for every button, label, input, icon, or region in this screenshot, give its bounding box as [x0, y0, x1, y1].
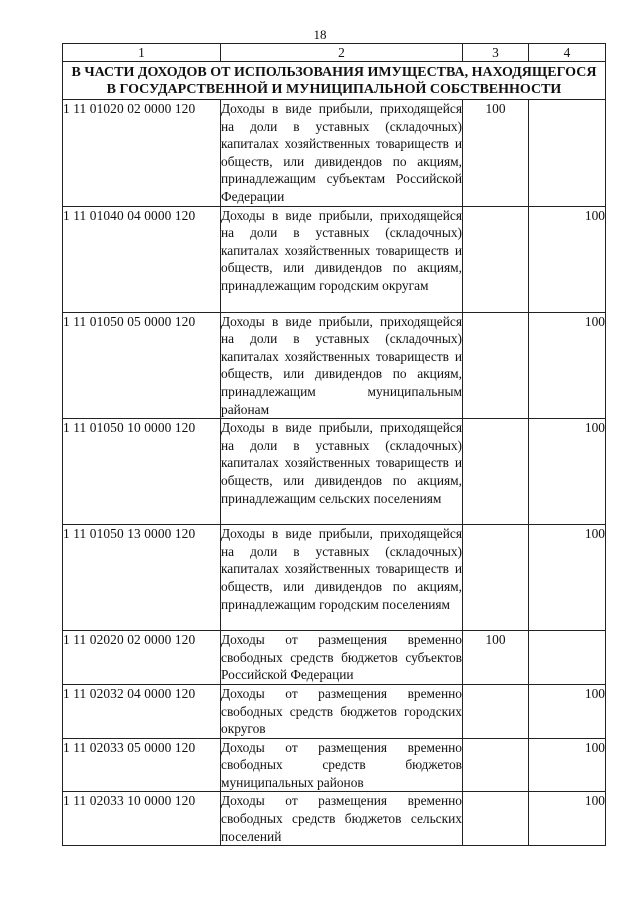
value-column-4: 100: [529, 738, 606, 792]
revenue-description: Доходы от размещения временно свободных средств бюджетов муниципальных районов: [221, 738, 463, 792]
value-column-4: [529, 100, 606, 207]
revenue-description: Доходы в виде прибыли, приходящейся на доли в уставных (складочных) капиталах хозяйственных товариществ и обществ, или дивидендов по акциям, принадлежащим муниципальным районам: [221, 312, 463, 419]
budget-code: 1 11 02032 04 0000 120: [63, 684, 221, 738]
budget-code: 1 11 02033 10 0000 120: [63, 792, 221, 846]
value-column-4: 100: [529, 419, 606, 525]
revenue-description: Доходы от размещения временно свободных средств бюджетов субъектов Российской Федерации: [221, 631, 463, 685]
budget-code: 1 11 01040 04 0000 120: [63, 206, 221, 312]
value-column-4: 100: [529, 792, 606, 846]
table-row: [63, 100, 606, 207]
value-column-3: [463, 525, 529, 631]
section-heading-row: [63, 62, 606, 100]
revenue-description: Доходы в виде прибыли, приходящейся на доли в уставных (складочных) капиталах хозяйственных товариществ и обществ, или дивидендов по акциям, принадлежащим субъектам Российской Федерации: [221, 100, 463, 207]
table-row: [63, 792, 606, 846]
column-header-1: 1: [63, 44, 221, 62]
budget-code: 1 11 02033 05 0000 120: [63, 738, 221, 792]
value-column-3: [463, 738, 529, 792]
budget-code: 1 11 02020 02 0000 120: [63, 631, 221, 685]
revenue-description: Доходы от размещения временно свободных средств бюджетов сельских поселений: [221, 792, 463, 846]
column-header-4: 4: [529, 44, 606, 62]
section-title: В ЧАСТИ ДОХОДОВ ОТ ИСПОЛЬЗОВАНИЯ ИМУЩЕСТВА, НАХОДЯЩЕГОСЯ В ГОСУДАРСТВЕННОЙ И МУНИЦИПАЛЬНОЙ СОБСТВЕННОСТИ: [63, 62, 606, 100]
revenue-description: Доходы в виде прибыли, приходящейся на доли в уставных (складочных) капиталах хозяйственных товариществ и обществ, или дивидендов по акциям, принадлежащим городским поселениям: [221, 525, 463, 631]
budget-code: 1 11 01050 10 0000 120: [63, 419, 221, 525]
column-number-row: [63, 44, 606, 62]
table-row: [63, 312, 606, 419]
revenue-description: Доходы в виде прибыли, приходящейся на доли в уставных (складочных) капиталах хозяйственных товариществ и обществ, или дивидендов по акциям, принадлежащим городским округам: [221, 206, 463, 312]
table-body: [63, 62, 606, 846]
revenue-description: Доходы в виде прибыли, приходящейся на доли в уставных (складочных) капиталах хозяйственных товариществ и обществ, или дивидендов по акциям, принадлежащим сельских поселениям: [221, 419, 463, 525]
budget-code: 1 11 01050 13 0000 120: [63, 525, 221, 631]
value-column-4: 100: [529, 206, 606, 312]
value-column-3: [463, 419, 529, 525]
column-header-3: 3: [463, 44, 529, 62]
table-row: [63, 419, 606, 525]
budget-code: 1 11 01020 02 0000 120: [63, 100, 221, 207]
value-column-3: 100: [463, 100, 529, 207]
value-column-4: 100: [529, 525, 606, 631]
value-column-3: [463, 312, 529, 419]
value-column-3: [463, 684, 529, 738]
revenue-classification-table: [62, 43, 606, 846]
value-column-3: 100: [463, 631, 529, 685]
value-column-4: 100: [529, 312, 606, 419]
table-row: [63, 525, 606, 631]
value-column-3: [463, 206, 529, 312]
revenue-description: Доходы от размещения временно свободных средств бюджетов городских округов: [221, 684, 463, 738]
value-column-4: 100: [529, 684, 606, 738]
page-number: 18: [313, 27, 327, 42]
table-row: [63, 631, 606, 685]
table-row: [63, 738, 606, 792]
value-column-4: [529, 631, 606, 685]
table-row: [63, 684, 606, 738]
table-row: [63, 206, 606, 312]
value-column-3: [463, 792, 529, 846]
budget-code: 1 11 01050 05 0000 120: [63, 312, 221, 419]
column-header-2: 2: [221, 44, 463, 62]
